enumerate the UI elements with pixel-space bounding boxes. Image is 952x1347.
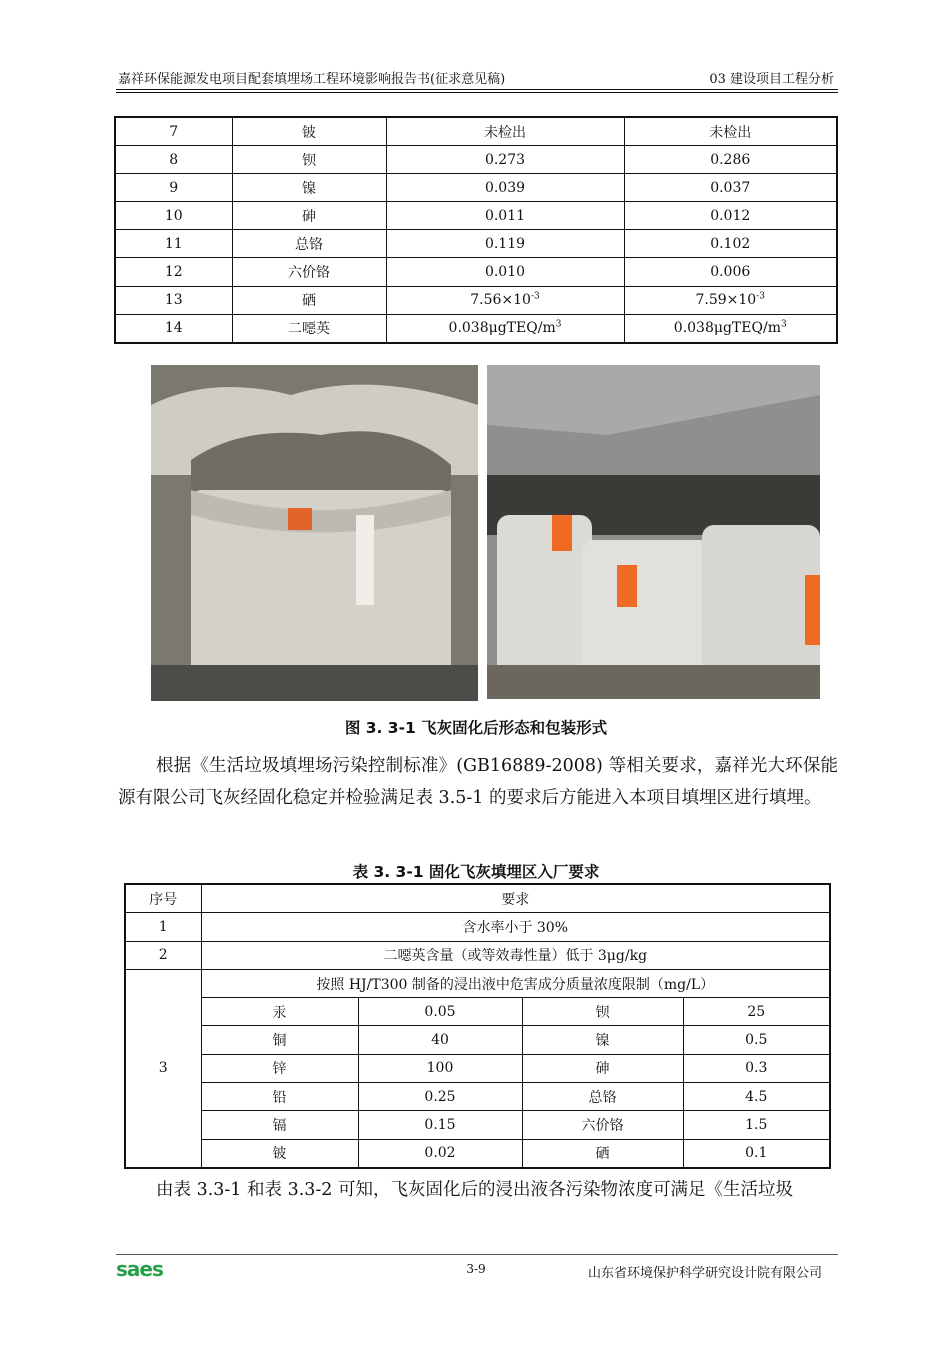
row-value-2: 0.037 (624, 174, 837, 202)
limit-value: 0.25 (358, 1083, 522, 1111)
table-row (115, 286, 837, 314)
value-exponent: -3 (530, 291, 540, 302)
fly-ash-bag-photo (151, 365, 478, 701)
body-paragraph: 根据《生活垃圾填埋场污染控制标准》(GB16889-2008) 等相关要求，嘉祥光大环保能源有限公司飞灰经固化稳定并检验满足表 3.5-1 的要求后方能进入本项目填埋区进行填埋。 (118, 756, 838, 808)
table-row (125, 941, 830, 969)
leachate-test-table (114, 116, 838, 344)
page-number: 3-9 (466, 1262, 486, 1276)
limit-element: 镍 (522, 1026, 683, 1054)
limit-value: 100 (358, 1054, 522, 1082)
value-exponent: -3 (756, 291, 765, 302)
row-value-1: 0.039 (386, 174, 624, 202)
limit-element: 汞 (201, 998, 358, 1026)
row-value-2: 0.286 (624, 146, 837, 174)
limit-value: 0.3 (683, 1054, 830, 1082)
value-base: 0.038μgTEQ/m (673, 320, 781, 337)
row-value-1: 0.119 (386, 230, 624, 258)
row-item: 镍 (232, 174, 386, 202)
footer-organization: 山东省环境保护科学研究设计院有限公司 (587, 1266, 822, 1281)
row-value-2 (624, 314, 837, 343)
limit-value: 25 (683, 998, 830, 1026)
value-exponent: 3 (555, 319, 562, 330)
row-item: 硒 (232, 286, 386, 314)
header-rule-thin (116, 92, 838, 93)
row-no: 12 (115, 258, 232, 286)
table-row (115, 230, 837, 258)
table-row (115, 117, 837, 146)
row-no: 14 (115, 314, 232, 343)
row-no: 11 (115, 230, 232, 258)
table-row (115, 202, 837, 230)
row-no: 2 (125, 941, 201, 969)
limit-element: 镉 (201, 1111, 358, 1139)
limit-value: 0.05 (358, 998, 522, 1026)
limit-value: 0.5 (683, 1026, 830, 1054)
value-base: 7.59×10 (695, 292, 757, 309)
header-no: 序号 (125, 884, 201, 913)
row-value-2: 0.006 (624, 258, 837, 286)
limit-value: 0.1 (683, 1139, 830, 1168)
limit-value: 0.15 (358, 1111, 522, 1139)
limit-row (125, 1139, 830, 1168)
row-value-1: 0.273 (386, 146, 624, 174)
row-no: 1 (125, 913, 201, 941)
limit-row (125, 1111, 830, 1139)
saes-logo: saes (116, 1257, 163, 1281)
figure-caption: 图 3. 3-1 飞灰固化后形态和包装形式 (344, 719, 608, 737)
limit-row (125, 998, 830, 1026)
limit-element: 钡 (522, 998, 683, 1026)
header-rule (116, 89, 838, 90)
row-item: 砷 (232, 202, 386, 230)
limit-element: 锌 (201, 1054, 358, 1082)
row-item: 二噁英 (232, 314, 386, 343)
limit-element: 铜 (201, 1026, 358, 1054)
table-row (115, 146, 837, 174)
table-row (115, 258, 837, 286)
table-header-row (125, 884, 830, 913)
row-item: 钡 (232, 146, 386, 174)
limit-row (125, 1083, 830, 1111)
row-value-1: 0.011 (386, 202, 624, 230)
row-requirement: 含水率小于 30% (201, 913, 830, 941)
row-item: 总铬 (232, 230, 386, 258)
header-title: 嘉祥环保能源发电项目配套填埋场工程环境影响报告书(征求意见稿) (118, 72, 506, 87)
limit-element: 铍 (201, 1139, 358, 1168)
row-item: 六价铬 (232, 258, 386, 286)
limit-value: 4.5 (683, 1083, 830, 1111)
fly-ash-bag-illustration (151, 365, 478, 701)
table-row (125, 913, 830, 941)
table-row (115, 314, 837, 343)
row-value-2: 未检出 (624, 117, 837, 146)
row-no: 7 (115, 117, 232, 146)
table-row (125, 969, 830, 997)
warehouse-bags-illustration (487, 365, 820, 699)
row-value-2 (624, 286, 837, 314)
row-no: 8 (115, 146, 232, 174)
footer-rule (116, 1254, 838, 1255)
row-value-1 (386, 286, 624, 314)
row-value-1: 0.010 (386, 258, 624, 286)
limit-element: 硒 (522, 1139, 683, 1168)
row-no: 10 (115, 202, 232, 230)
limit-row (125, 1026, 830, 1054)
limit-element: 铅 (201, 1083, 358, 1111)
header-requirement: 要求 (201, 884, 830, 913)
row-item: 铍 (232, 117, 386, 146)
row-value-1: 未检出 (386, 117, 624, 146)
limit-value: 40 (358, 1026, 522, 1054)
table-title: 表 3. 3-1 固化飞灰填埋区入厂要求 (352, 863, 600, 881)
value-base: 0.038μgTEQ/m (448, 320, 556, 337)
table-row (115, 174, 837, 202)
value-exponent: 3 (780, 319, 787, 330)
limit-element: 总铬 (522, 1083, 683, 1111)
row-value-2: 0.012 (624, 202, 837, 230)
row-value-1 (386, 314, 624, 343)
row-requirement: 二噁英含量（或等效毒性量）低于 3μg/kg (201, 941, 830, 969)
landfill-acceptance-table (124, 883, 831, 1169)
packaged-bags-photo (487, 365, 820, 699)
row-no: 13 (115, 286, 232, 314)
limit-value: 1.5 (683, 1111, 830, 1139)
row-no: 3 (125, 969, 201, 1168)
header-chapter: 03 建设项目工程分析 (709, 72, 834, 87)
row-requirement: 按照 HJ/T300 制备的浸出液中危害成分质量浓度限制（mg/L） (201, 969, 830, 997)
body-paragraph-continued: 由表 3.3-1 和表 3.3-2 可知，飞灰固化后的浸出液各污染物浓度可满足《生活垃圾 (156, 1180, 794, 1200)
limit-element: 六价铬 (522, 1111, 683, 1139)
row-no: 9 (115, 174, 232, 202)
limit-row (125, 1054, 830, 1082)
value-base: 7.56×10 (470, 292, 531, 309)
row-value-2: 0.102 (624, 230, 837, 258)
limit-value: 0.02 (358, 1139, 522, 1168)
limit-element: 砷 (522, 1054, 683, 1082)
